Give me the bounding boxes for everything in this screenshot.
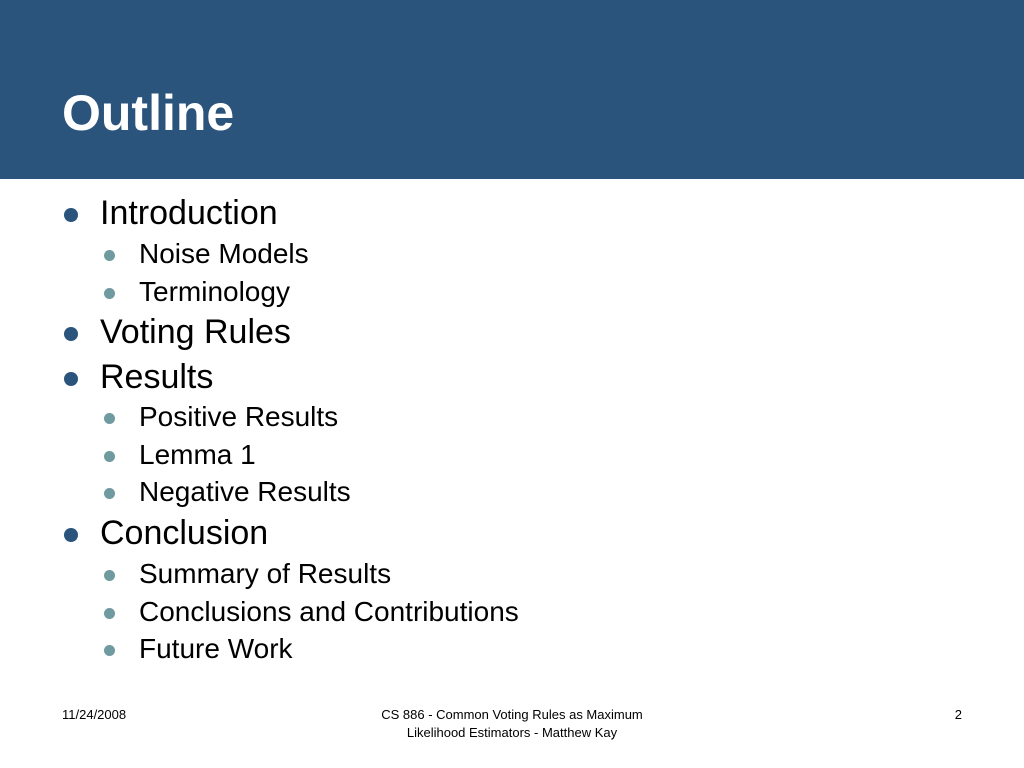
footer-presentation-title	[362, 706, 662, 742]
outline-item-lemma-1	[139, 441, 256, 469]
outline-item-label: Negative Results	[139, 476, 351, 507]
outline-item-label: Positive Results	[139, 401, 339, 432]
primary-bullet-icon	[64, 372, 78, 386]
secondary-bullet-icon	[104, 413, 115, 424]
outline-item-label: Conclusions and Contributions	[139, 596, 519, 627]
outline-item-label: Noise Models	[139, 238, 309, 269]
outline-item-introduction	[100, 196, 278, 230]
outline-item-voting-rules	[100, 315, 291, 349]
outline-item-conclusions-and-contributions	[139, 598, 519, 626]
outline-item-negative-results	[139, 478, 351, 506]
outline-item-future-work	[139, 635, 293, 663]
outline-item-results	[100, 360, 213, 394]
slide-number: 2	[954, 707, 962, 722]
secondary-bullet-icon	[104, 250, 115, 261]
slide-title: Outline	[62, 85, 235, 141]
outline-item-label: Results	[100, 358, 214, 396]
outline-item-label: Voting Rules	[100, 313, 291, 351]
secondary-bullet-icon	[104, 451, 115, 462]
primary-bullet-icon	[64, 327, 78, 341]
outline-item-label: Summary of Results	[139, 558, 392, 589]
outline-item-label: Introduction	[100, 194, 278, 232]
outline-item-conclusion	[100, 516, 268, 550]
footer-title-line-1: CS 886 - Common Voting Rules as Maximum	[381, 707, 643, 722]
outline-item-label: Future Work	[139, 633, 293, 664]
outline-item-summary-of-results	[139, 560, 391, 588]
outline-item-label: Conclusion	[100, 514, 269, 552]
footer-title-line-2: Likelihood Estimators - Matthew Kay	[406, 725, 618, 740]
primary-bullet-icon	[64, 528, 78, 542]
secondary-bullet-icon	[104, 570, 115, 581]
footer-date: 11/24/2008	[62, 707, 127, 722]
outline-item-positive-results	[139, 403, 338, 431]
outline-item-label: Lemma 1	[139, 439, 256, 470]
secondary-bullet-icon	[104, 288, 115, 299]
secondary-bullet-icon	[104, 488, 115, 499]
outline-item-noise-models	[139, 240, 309, 268]
secondary-bullet-icon	[104, 645, 115, 656]
primary-bullet-icon	[64, 208, 78, 222]
outline-item-label: Terminology	[139, 276, 290, 307]
outline-item-terminology	[139, 278, 290, 306]
secondary-bullet-icon	[104, 608, 115, 619]
